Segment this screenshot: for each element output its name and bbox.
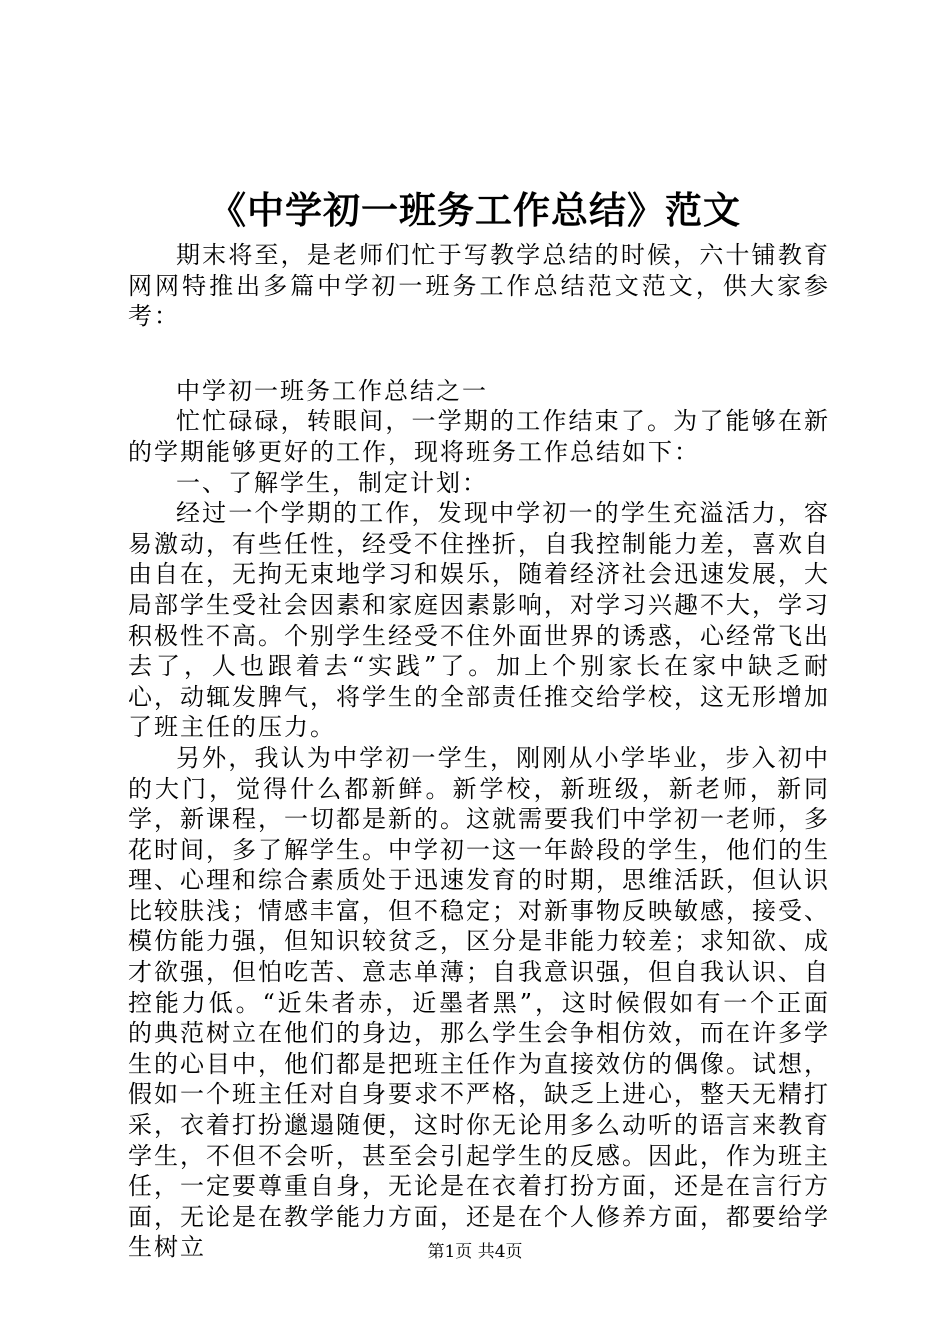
subheading-paragraph: 一、了解学生，制定计划： bbox=[176, 468, 488, 497]
page-footer: 第1页 共4页 bbox=[427, 1242, 523, 1262]
document-title: 《中学初一班务工作总结》范文 bbox=[209, 188, 741, 232]
section-heading: 中学初一班务工作总结之一 bbox=[176, 376, 488, 405]
document-body bbox=[128, 240, 830, 1263]
body-paragraph: 另外，我认为中学初一学生，刚刚从小学毕业，步入初中的大门，觉得什么都新鲜。新学校，新班级，新老师，新同学，新课程，一切都是新的。这就需要我们中学初一老师，多花时间，多了解学生。中学初一这一年龄段的学生，他们的生理、心理和综合素质处于迅速发育的时期，思维活跃，但认识比较肤浅；情感丰富，但不稳定；对新事物反映敏感，接受、模仿能力强，但知识较贫乏，区分是非能力较差；求知欲、成才欲强，但怕吃苦、意志单薄；自我意识强，但自我认识、自控能力低。“近朱者赤，近墨者黑”，这时候假如有一个正面的典范树立在他们的身边，那么学生会争相仿效，而在许多学生的心目中，他们都是把班主任作为直接效仿的偶像。试想，假如一个班主任对自身要求不严格，缺乏上进心，整天无精打采，衣着打扮邋遢随便，这时你无论用多么动听的语言来教育学生，不但不会听，甚至会引起学生的反感。因此，作为班主任，一定要尊重自身，无论是在衣着打扮方面，还是在言行方面，无论是在教学能力方面，还是在个人修养方面，都要给学生树立 bbox=[128, 743, 830, 1262]
intro-paragraph: 期末将至，是老师们忙于写教学总结的时候，六十铺教育网网特推出多篇中学初一班务工作总结范文范文，供大家参考： bbox=[128, 241, 830, 331]
paragraph-gap bbox=[128, 332, 830, 376]
body-paragraph: 经过一个学期的工作，发现中学初一的学生充溢活力，容易激动，有些任性，经受不住挫折，自我控制能力差，喜欢自由自在，无拘无束地学习和娱乐，随着经济社会迅速发展，大局部学生受社会因素和家庭因素影响，对学习兴趣不大，学习积极性不高。个别学生经受不住外面世界的诱惑，心经常飞出去了，人也跟着去“实践”了。加上个别家长在家中缺乏耐心，动辄发脾气，将学生的全部责任推交给学校，这无形增加了班主任的压力。 bbox=[128, 499, 830, 742]
body-paragraph: 忙忙碌碌，转眼间，一学期的工作结束了。为了能够在新的学期能够更好的工作，现将班务工作总结如下： bbox=[128, 407, 830, 466]
